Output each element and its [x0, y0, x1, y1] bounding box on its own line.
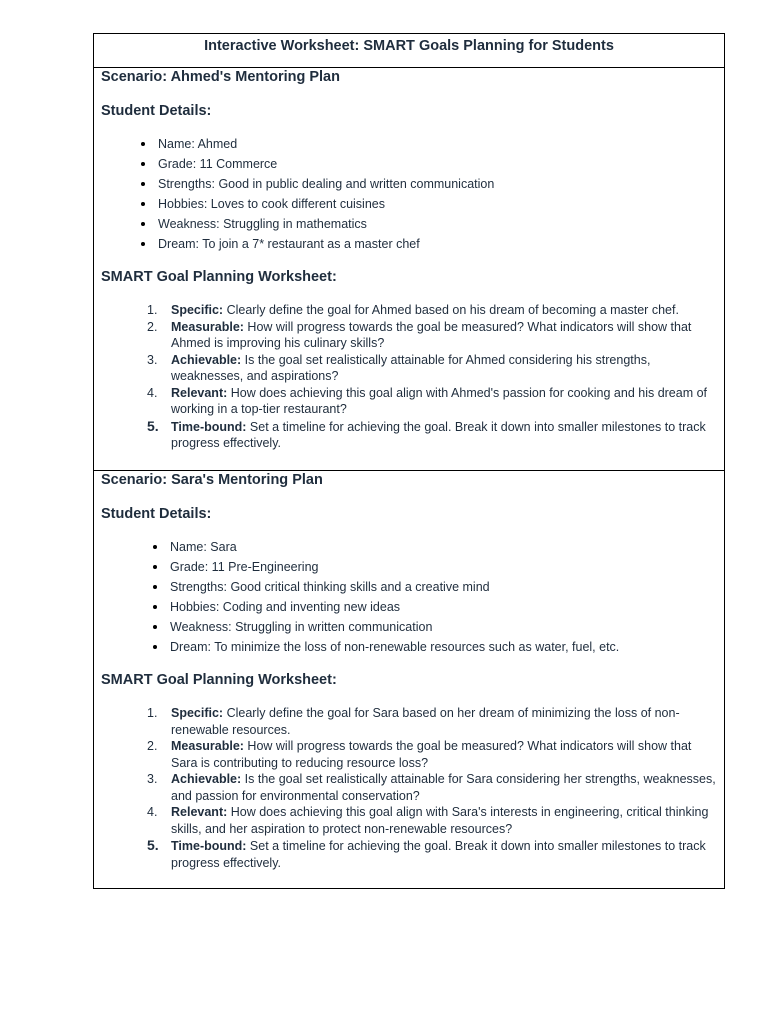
smart-worksheet-heading: SMART Goal Planning Worksheet: — [101, 672, 337, 688]
smart-worksheet-heading: SMART Goal Planning Worksheet: — [101, 269, 337, 285]
student-details-heading: Student Details: — [101, 506, 212, 522]
smart-goal-list — [147, 302, 717, 452]
student-details-heading: Student Details: — [101, 103, 212, 119]
list-item: Strengths: Good critical thinking skills and a creative mind — [170, 577, 710, 597]
smart-item-timebound: 5. Time-bound: Set a timeline for achieving the goal. Break it down into smaller milestones to track progress effectively. — [147, 837, 706, 870]
student-details-list — [170, 537, 710, 657]
list-item: Strengths: Good in public dealing and written communication — [158, 174, 698, 194]
smart-goal-list — [147, 705, 717, 871]
bullet-icon — [153, 645, 157, 649]
worksheet-title: Interactive Worksheet: SMART Goals Planning for Students — [94, 34, 724, 68]
smart-item-achievable: 3. Achievable: Is the goal set realistically attainable for Sara considering her strengths, weaknesses, and passion for environmental conservation? — [147, 772, 716, 803]
smart-item-measurable: 2. Measurable: How will progress towards the goal be measured? What indicators will show that Ahmed is improving his culinary skills? — [147, 319, 692, 350]
scenario-heading: Scenario: Sara's Mentoring Plan — [101, 472, 323, 488]
bullet-icon — [141, 182, 145, 186]
list-item: Dream: To minimize the loss of non-renewable resources such as water, fuel, etc. — [170, 637, 710, 657]
list-item: Dream: To join a 7* restaurant as a master chef — [158, 234, 698, 254]
student-details-list — [158, 134, 698, 254]
list-item: Weakness: Struggling in written communication — [170, 617, 710, 637]
bullet-icon — [141, 202, 145, 206]
list-item: Grade: 11 Commerce — [158, 154, 698, 174]
list-item: Weakness: Struggling in mathematics — [158, 214, 698, 234]
bullet-icon — [141, 162, 145, 166]
bullet-icon — [141, 242, 145, 246]
list-item: Hobbies: Coding and inventing new ideas — [170, 597, 710, 617]
smart-item-specific: 1. Specific: Clearly define the goal for Sara based on her dream of minimizing the loss of non-renewable resources. — [147, 706, 680, 737]
list-item: Grade: 11 Pre-Engineering — [170, 557, 710, 577]
smart-item-measurable: 2. Measurable: How will progress towards the goal be measured? What indicators will show that Sara is contributing to reducing resource loss? — [147, 739, 692, 770]
list-item: Name: Sara — [170, 537, 710, 557]
list-item: Hobbies: Loves to cook different cuisines — [158, 194, 698, 214]
bullet-icon — [153, 565, 157, 569]
bullet-icon — [153, 605, 157, 609]
scenario-heading: Scenario: Ahmed's Mentoring Plan — [101, 69, 340, 85]
smart-item-relevant: 4. Relevant: How does achieving this goal align with Ahmed's passion for cooking and his dream of working in a top-tier restaurant? — [147, 385, 708, 416]
smart-item-timebound: 5. Time-bound: Set a timeline for achieving the goal. Break it down into smaller milestones to track progress effectively. — [147, 417, 706, 450]
smart-item-specific: 1. Specific: Clearly define the goal for Ahmed based on his dream of becoming a master chef. — [147, 303, 679, 317]
bullet-icon — [141, 142, 145, 146]
worksheet-table — [93, 33, 725, 889]
bullet-icon — [141, 222, 145, 226]
scenario-section-sara — [94, 471, 724, 888]
bullet-icon — [153, 625, 157, 629]
scenario-section-ahmed — [94, 68, 724, 471]
bullet-icon — [153, 545, 157, 549]
list-item: Name: Ahmed — [158, 134, 698, 154]
smart-item-relevant: 4. Relevant: How does achieving this goal align with Sara's interests in engineering, critical thinking skills, and her aspiration to protect non-renewable resources? — [147, 805, 709, 836]
bullet-icon — [153, 585, 157, 589]
smart-item-achievable: 3. Achievable: Is the goal set realistically attainable for Ahmed considering his strengths, weaknesses, and aspirations? — [147, 352, 651, 383]
